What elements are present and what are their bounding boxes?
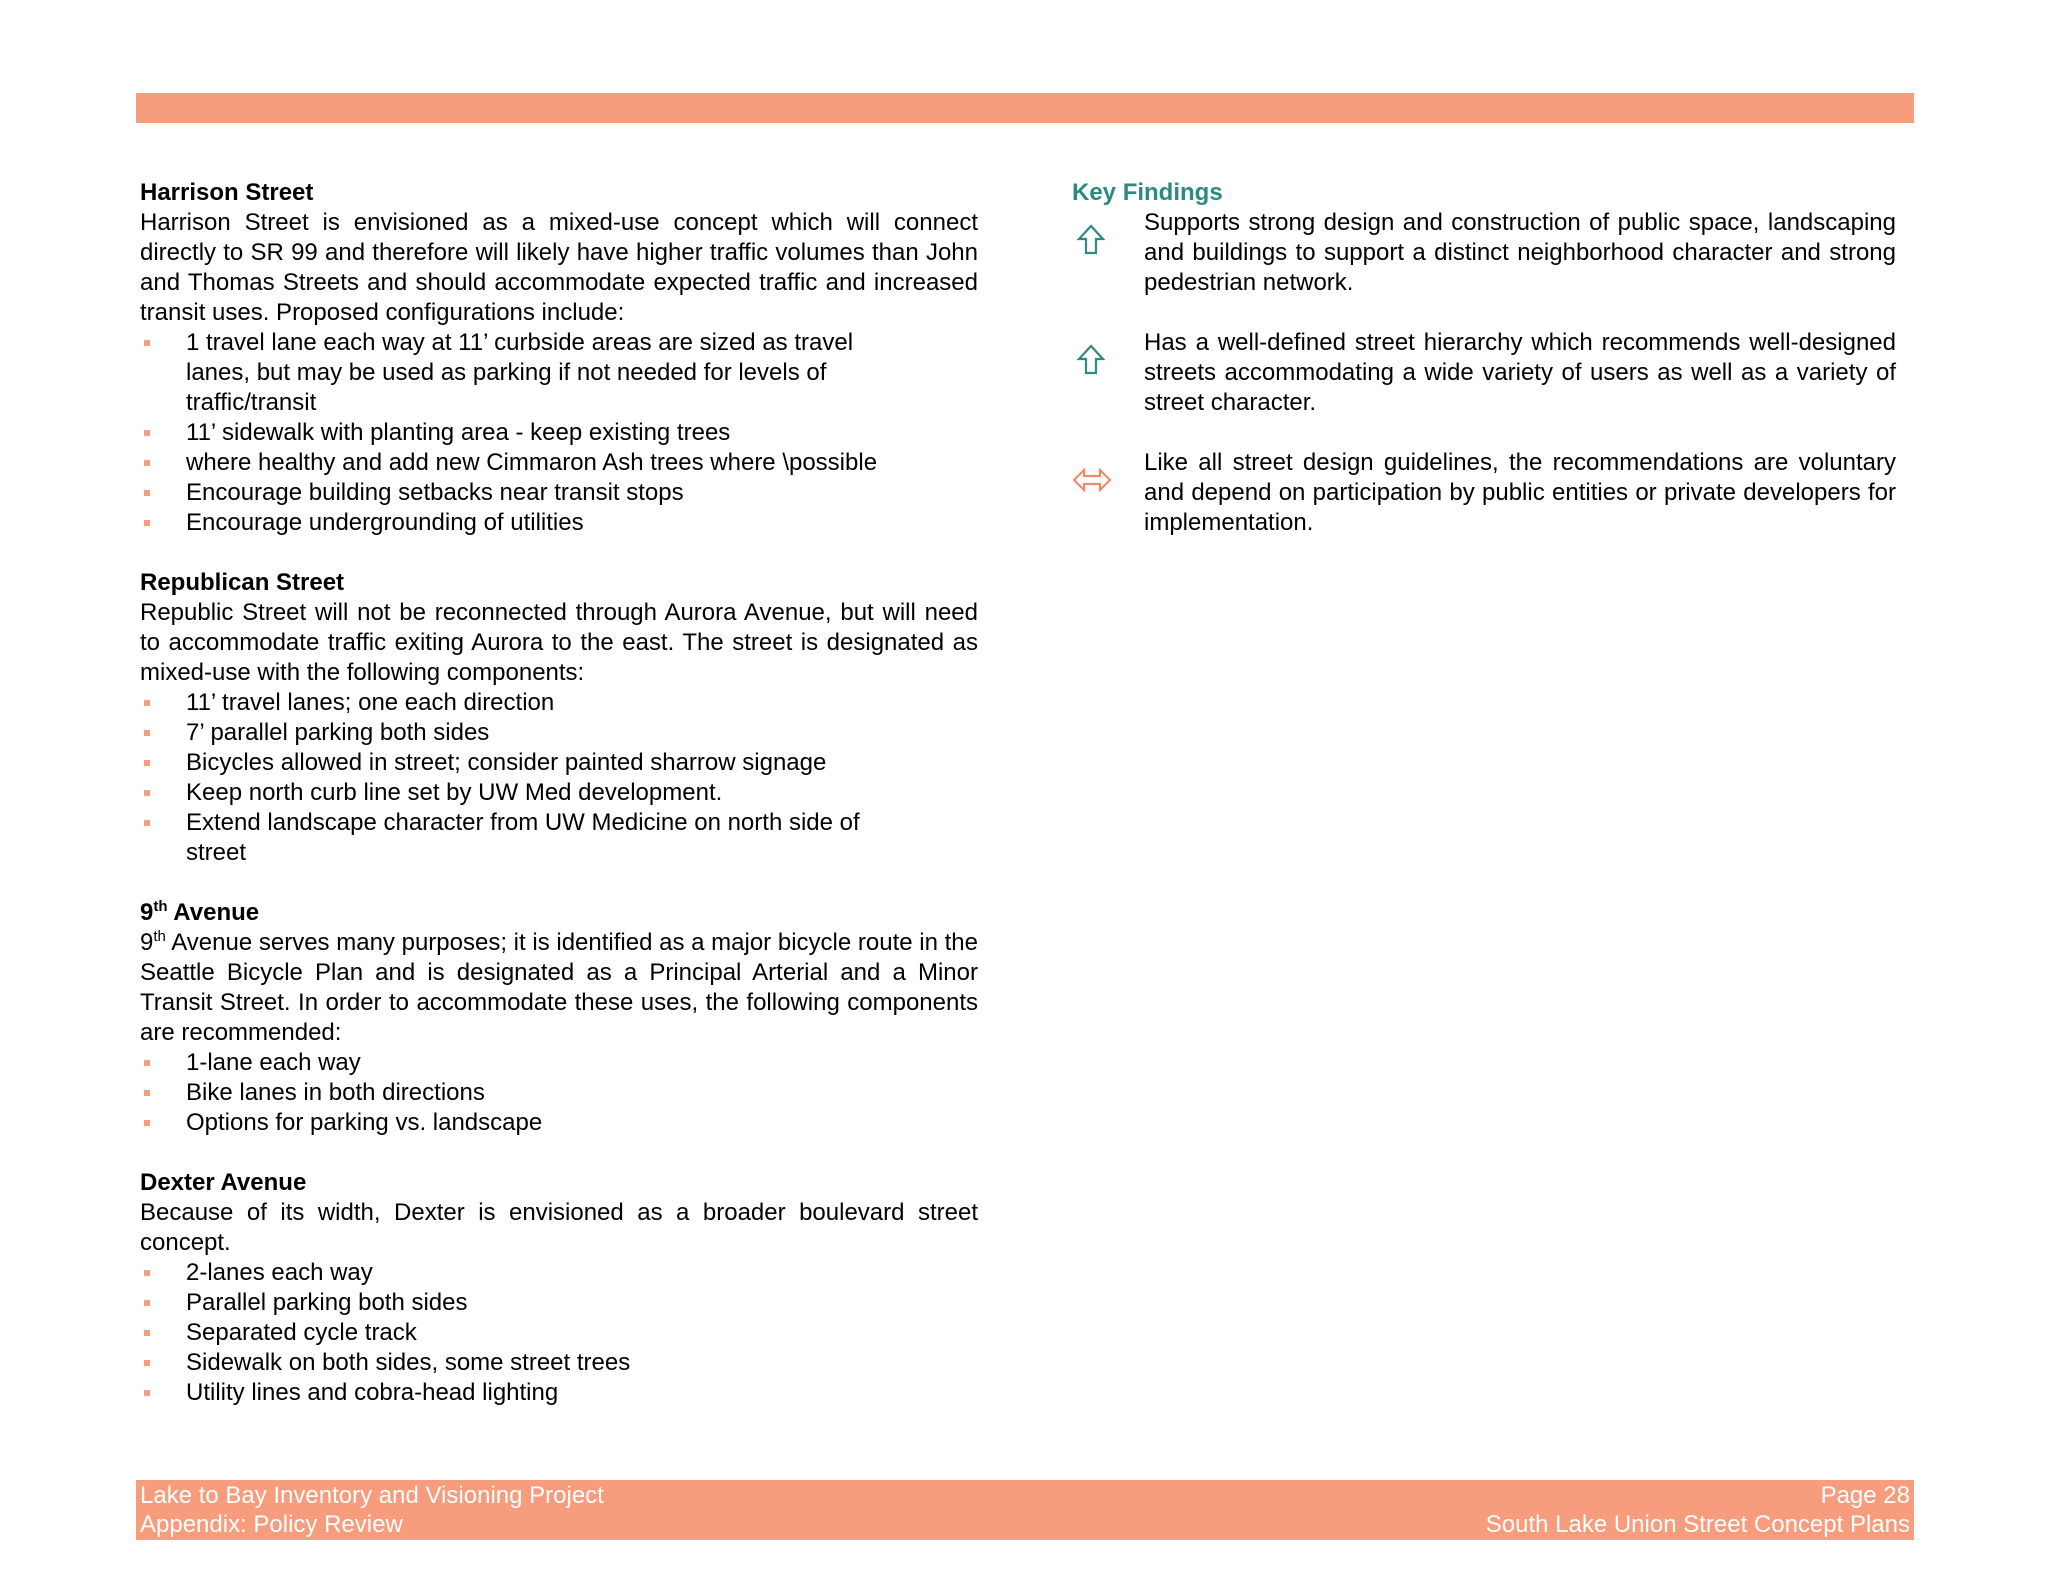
list-item: 1-lane each way xyxy=(140,1048,886,1078)
bullet-icon xyxy=(144,430,150,436)
list-item: Encourage building setbacks near transit stops xyxy=(140,478,886,508)
section-9th-avenue xyxy=(140,898,978,1138)
list-item: where healthy and add new Cimmaron Ash trees where \possible xyxy=(140,448,886,478)
bullet-icon xyxy=(144,490,150,496)
bullet-icon xyxy=(144,1390,150,1396)
finding-item xyxy=(1072,448,1896,538)
finding-text: Like all street design guidelines, the recommendations are voluntary and depend on participation by public entities or private developers for implementation. xyxy=(1144,449,1896,536)
footer-page-number: Page 28 xyxy=(1820,1482,1910,1509)
bullet-icon xyxy=(144,730,150,736)
list-item: Bike lanes in both directions xyxy=(140,1078,886,1108)
finding-item xyxy=(1072,208,1896,298)
section-republican-street xyxy=(140,568,978,868)
list-item: 11’ travel lanes; one each direction xyxy=(140,688,886,718)
bullet-icon xyxy=(144,820,150,826)
bullet-icon xyxy=(144,700,150,706)
left-right-arrow-icon xyxy=(1072,464,1112,496)
list-item: 7’ parallel parking both sides xyxy=(140,718,886,748)
list-item: Parallel parking both sides xyxy=(140,1288,886,1318)
finding-text: Supports strong design and construction of public space, landscaping and buildings to support a distinct neighborhood character and strong pedestrian network. xyxy=(1144,209,1896,296)
list-item: 1 travel lane each way at 11’ curbside areas are sized as travel lanes, but may be used as parking if not needed for levels of traffic/transit xyxy=(140,328,886,418)
bullet-list xyxy=(140,1258,978,1408)
bullet-icon xyxy=(144,1360,150,1366)
bullet-icon xyxy=(144,1060,150,1066)
list-item: Keep north curb line set by UW Med development. xyxy=(140,778,886,808)
list-item: Sidewalk on both sides, some street trees xyxy=(140,1348,886,1378)
section-harrison-street xyxy=(140,178,978,538)
street-descriptions-column xyxy=(140,178,978,1438)
section-paragraph: Harrison Street is envisioned as a mixed-use concept which will connect directly to SR 99 and therefore will likely have higher traffic volumes than John and Thomas Streets and should accommodate expected traffic and increased transit uses. Proposed configurations include: xyxy=(140,209,978,326)
list-item: Separated cycle track xyxy=(140,1318,886,1348)
section-paragraph: Because of its width, Dexter is envisioned as a broader boulevard street concept. xyxy=(140,1199,978,1256)
section-dexter-avenue xyxy=(140,1168,978,1408)
section-heading: Republican Street xyxy=(140,569,345,596)
list-item: Extend landscape character from UW Medicine on north side of street xyxy=(140,808,886,868)
list-item: Utility lines and cobra-head lighting xyxy=(140,1378,886,1408)
bullet-icon xyxy=(144,340,150,346)
section-heading: Dexter Avenue xyxy=(140,1169,307,1196)
list-item: 2-lanes each way xyxy=(140,1258,886,1288)
bullet-list xyxy=(140,1048,978,1138)
bullet-icon xyxy=(144,760,150,766)
up-arrow-icon xyxy=(1076,224,1106,256)
list-item: Encourage undergrounding of utilities xyxy=(140,508,886,538)
key-findings-title: Key Findings xyxy=(1072,179,1223,206)
bullet-icon xyxy=(144,1300,150,1306)
bullet-list xyxy=(140,328,978,538)
up-arrow-icon xyxy=(1076,344,1106,376)
section-heading: 9th Avenue xyxy=(140,898,260,926)
section-paragraph: Republic Street will not be reconnected through Aurora Avenue, but will need to accommodate traffic exiting Aurora to the east. The street is designated as mixed-use with the following components: xyxy=(140,599,978,686)
footer-project-title: Lake to Bay Inventory and Visioning Project xyxy=(140,1482,604,1509)
footer-document-title: South Lake Union Street Concept Plans xyxy=(1485,1511,1910,1538)
list-item: 11’ sidewalk with planting area - keep existing trees xyxy=(140,418,886,448)
bullet-icon xyxy=(144,1270,150,1276)
bullet-icon xyxy=(144,1330,150,1336)
key-findings-panel xyxy=(1072,178,1896,568)
bullet-icon xyxy=(144,1090,150,1096)
section-paragraph: 9th Avenue serves many purposes; it is identified as a major bicycle route in the Seattle Bicycle Plan and is designated as a Principal Arterial and a Minor Transit Street. In order to accommodate these uses, the following components are recommended: xyxy=(140,928,978,1046)
header-accent-bar xyxy=(136,93,1914,123)
footer-bar xyxy=(136,1480,1914,1540)
list-item: Bicycles allowed in street; consider painted sharrow signage xyxy=(140,748,886,778)
bullet-list xyxy=(140,688,978,868)
finding-text: Has a well-defined street hierarchy which recommends well-designed streets accommodating a wide variety of users as well as a variety of street character. xyxy=(1144,329,1896,416)
bullet-icon xyxy=(144,1120,150,1126)
bullet-icon xyxy=(144,520,150,526)
section-heading: Harrison Street xyxy=(140,179,314,206)
list-item: Options for parking vs. landscape xyxy=(140,1108,886,1138)
footer-appendix-label: Appendix: Policy Review xyxy=(140,1511,403,1538)
bullet-icon xyxy=(144,790,150,796)
finding-item xyxy=(1072,328,1896,418)
bullet-icon xyxy=(144,460,150,466)
